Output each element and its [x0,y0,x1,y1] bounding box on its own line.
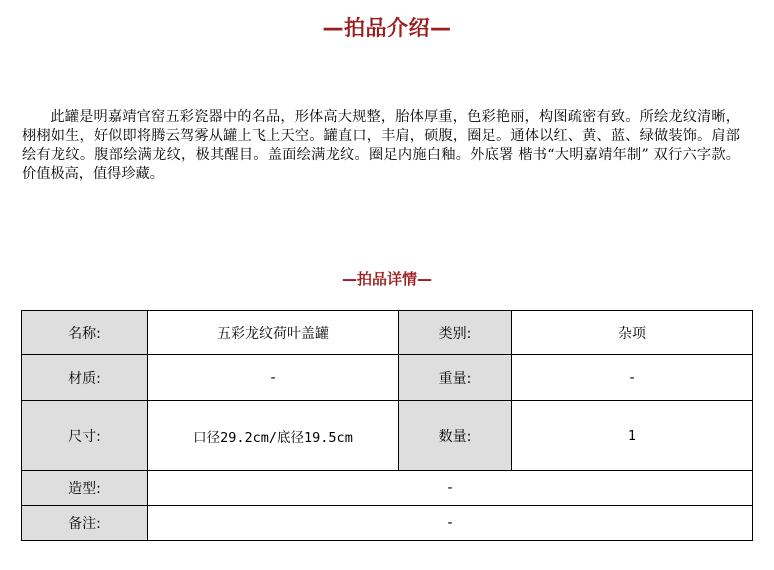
item-description: 此罐是明嘉靖官窑五彩瓷器中的名品，形体高大规整，胎体厚重，色彩艳丽，构图疏密有致。所绘龙纹清晰，栩栩如生，好似即将腾云驾雾从罐上飞上天空。罐直口，丰肩，硕腹，圈足。通体以红、黄、蓝、绿做装饰。肩部绘有龙纹。腹部绘满龙纹，极其醒目。盖面绘满龙纹。圈足内施白釉。外底署 楷书“大明嘉靖年制” 双行六字款。价值极高，值得珍藏。 [22,109,740,182]
note-label: 备注: [22,506,148,541]
table-row-size [22,401,753,471]
note-value: - [148,506,753,541]
category-label: 类别: [399,311,512,355]
name-label: 名称: [22,311,148,355]
quantity-value: 1 [512,401,753,471]
shape-value: - [148,471,753,506]
shape-label: 造型: [22,471,148,506]
weight-label: 重量: [399,355,512,401]
table-row-shape [22,471,753,506]
name-value: 五彩龙纹荷叶盖罐 [148,311,399,355]
page-title: —拍品介绍— [322,16,452,40]
weight-value: - [512,355,753,401]
table-row-note [22,506,753,541]
material-label: 材质: [22,355,148,401]
table-row-name [22,311,753,355]
material-value: - [148,355,399,401]
size-label: 尺寸: [22,401,148,471]
details-table [21,310,753,541]
size-value: 口径29.2cm/底径19.5cm [148,401,399,471]
details-section-title: —拍品详情— [341,270,432,288]
category-value: 杂项 [512,311,753,355]
quantity-label: 数量: [399,401,512,471]
table-row-material [22,355,753,401]
